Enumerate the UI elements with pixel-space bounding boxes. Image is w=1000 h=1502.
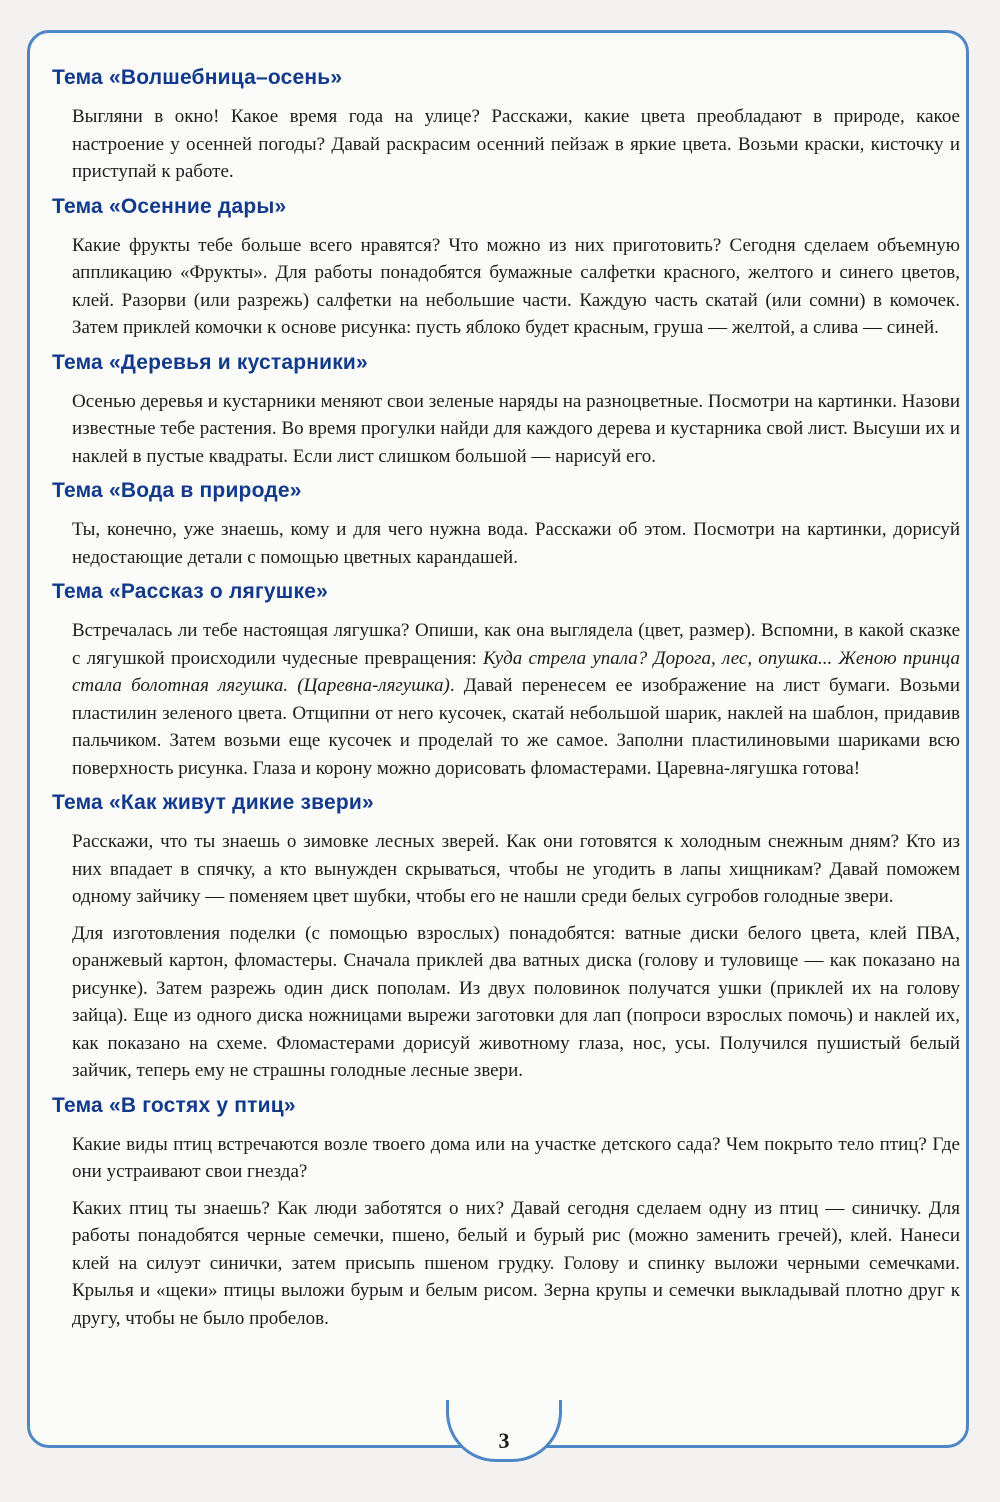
- page-content: [48, 66, 960, 1341]
- frog-text-before: Встречалась ли тебе настоящая лягушка? Опиши, как она выглядела (цвет, размер). Вспомни, в какой сказке с лягушкой происходили чудесные превращения:: [72, 620, 960, 669]
- section-title: Тема «В гостях у птиц»: [52, 1093, 296, 1117]
- section-paragraph: Выгляни в окно! Какое время года на улице? Расскажи, какие цвета преобладают в природе, какое настроение у осенней погоды? Давай раскрасим осенний пейзаж в яркие цвета. Возьми краски, кисточку и приступай к работе.: [72, 106, 960, 182]
- section-paragraph: Какие фрукты тебе больше всего нравятся? Что можно из них приготовить? Сегодня сделаем объемную аппликацию «Фрукты». Для работы понадобятся бумажные салфетки красного, желтого и синего цветов, клей. Разорви (или разрежь) салфетки на небольшие части. Каждую часть скатай (или сомни) в комочек. Затем приклей комочки к основе рисунка: пусть яблоко будет красным, груша — желтой, а слива — синей.: [72, 234, 960, 338]
- section-trees-shrubs: [48, 351, 960, 471]
- section-title: Тема «Волшебница–осень»: [52, 66, 343, 89]
- section-autumn-sorceress: [48, 66, 960, 186]
- section-paragraph: Ты, конечно, уже знаешь, кому и для чего нужна вода. Расскажи об этом. Посмотри на картинки, дорисуй недостающие детали с помощью цветных карандашей.: [72, 519, 960, 568]
- frog-quote-italic: Куда стрела упала? Дорога, лес, опушка... Женою принца стала болотная лягушка. (Царевна-лягушка): [72, 647, 960, 696]
- section-paragraph: Осенью деревья и кустарники меняют свои зеленые наряды на разноцветные. Посмотри на картинки. Назови известные тебе растения. Во время прогулки найди для каждого дерева и кустарника свой лист. Высуши их и наклей в пустые квадраты. Если лист слишком большой — нарисуй его.: [72, 390, 960, 467]
- section-title: Тема «Деревья и кустарники»: [52, 350, 368, 374]
- section-title: Тема «Рассказ о лягушке»: [52, 580, 328, 603]
- section-title: Тема «Как живут дикие звери»: [52, 791, 374, 814]
- section-paragraph: Каких птиц ты знаешь? Как люди заботятся о них? Давай сегодня сделаем одну из птиц — синичку. Для работы понадобятся черные семечки, пшено, белый и бурый рис (можно заменить гречей), клей. Нанеси клей на силуэт синички, затем присыпь пшеном грудку. Голову и спинку выложи черными семечками. Крылья и «щеки» птицы выложи бурым и белым рисом. Зерна крупы и семечки выкладывай плотно друг к другу, чтобы не было пробелов.: [72, 1197, 960, 1329]
- section-autumn-gifts: [48, 195, 960, 342]
- section-visiting-birds: [48, 1094, 960, 1333]
- section-title: Тема «Осенние дары»: [52, 194, 287, 218]
- frog-text-after: . Давай перенесем ее изображение на лист бумаги. Возьми пластилин зеленого цвета. Отщипни от него кусочек, скатай небольшой шарик, наклей на шаблон, придавив пальчиком. Затем возьми еще кусочек и проделай то же самое. Заполни пластилиновыми шариками всю поверхность рисунка. Глаза и корону можно дорисовать фломастерами. Царевна-лягушка готова!: [72, 675, 961, 779]
- section-paragraph: Для изготовления поделки (с помощью взрослых) понадобятся: ватные диски белого цвета, клей ПВА, оранжевый картон, фломастеры. Сначала приклей два ватных диска (голову и туловище — как показано на рисунке). Затем разрежь один диск пополам. Из двух половинок получатся ушки (приклей их на голову зайца). Еще из одного диска ножницами вырежи заготовки для лап (попроси взрослых помочь) и наклей их, как показано на схеме. Фломастерами дорисуй животному глаза, нос, усы. Получился пушистый белый зайчик, теперь ему не страшны голодные лесные звери.: [72, 922, 960, 1081]
- page-number: 3: [498, 1428, 510, 1453]
- section-wild-animals: [48, 791, 960, 1085]
- section-water-in-nature: [48, 479, 960, 571]
- section-paragraph: Расскажи, что ты знаешь о зимовке лесных зверей. Как они готовятся к холодным снежным дням? Кто из них впадает в спячку, а кто вынужден скрываться, чтобы не угодить в лапы хищникам? Давай поможем одному зайчику — поменяем цвет шубки, чтобы его не нашли среди белых сугробов голодные звери.: [72, 831, 960, 907]
- section-frog-story: [48, 580, 960, 782]
- page-number-tab: [446, 1400, 562, 1462]
- section-paragraph: [72, 617, 960, 782]
- section-paragraph: Какие виды птиц встречаются возле твоего дома или на участке детского сада? Чем покрыто тело птиц? Где они устраивают свои гнезда?: [72, 1133, 960, 1182]
- section-title: Тема «Вода в природе»: [52, 479, 302, 502]
